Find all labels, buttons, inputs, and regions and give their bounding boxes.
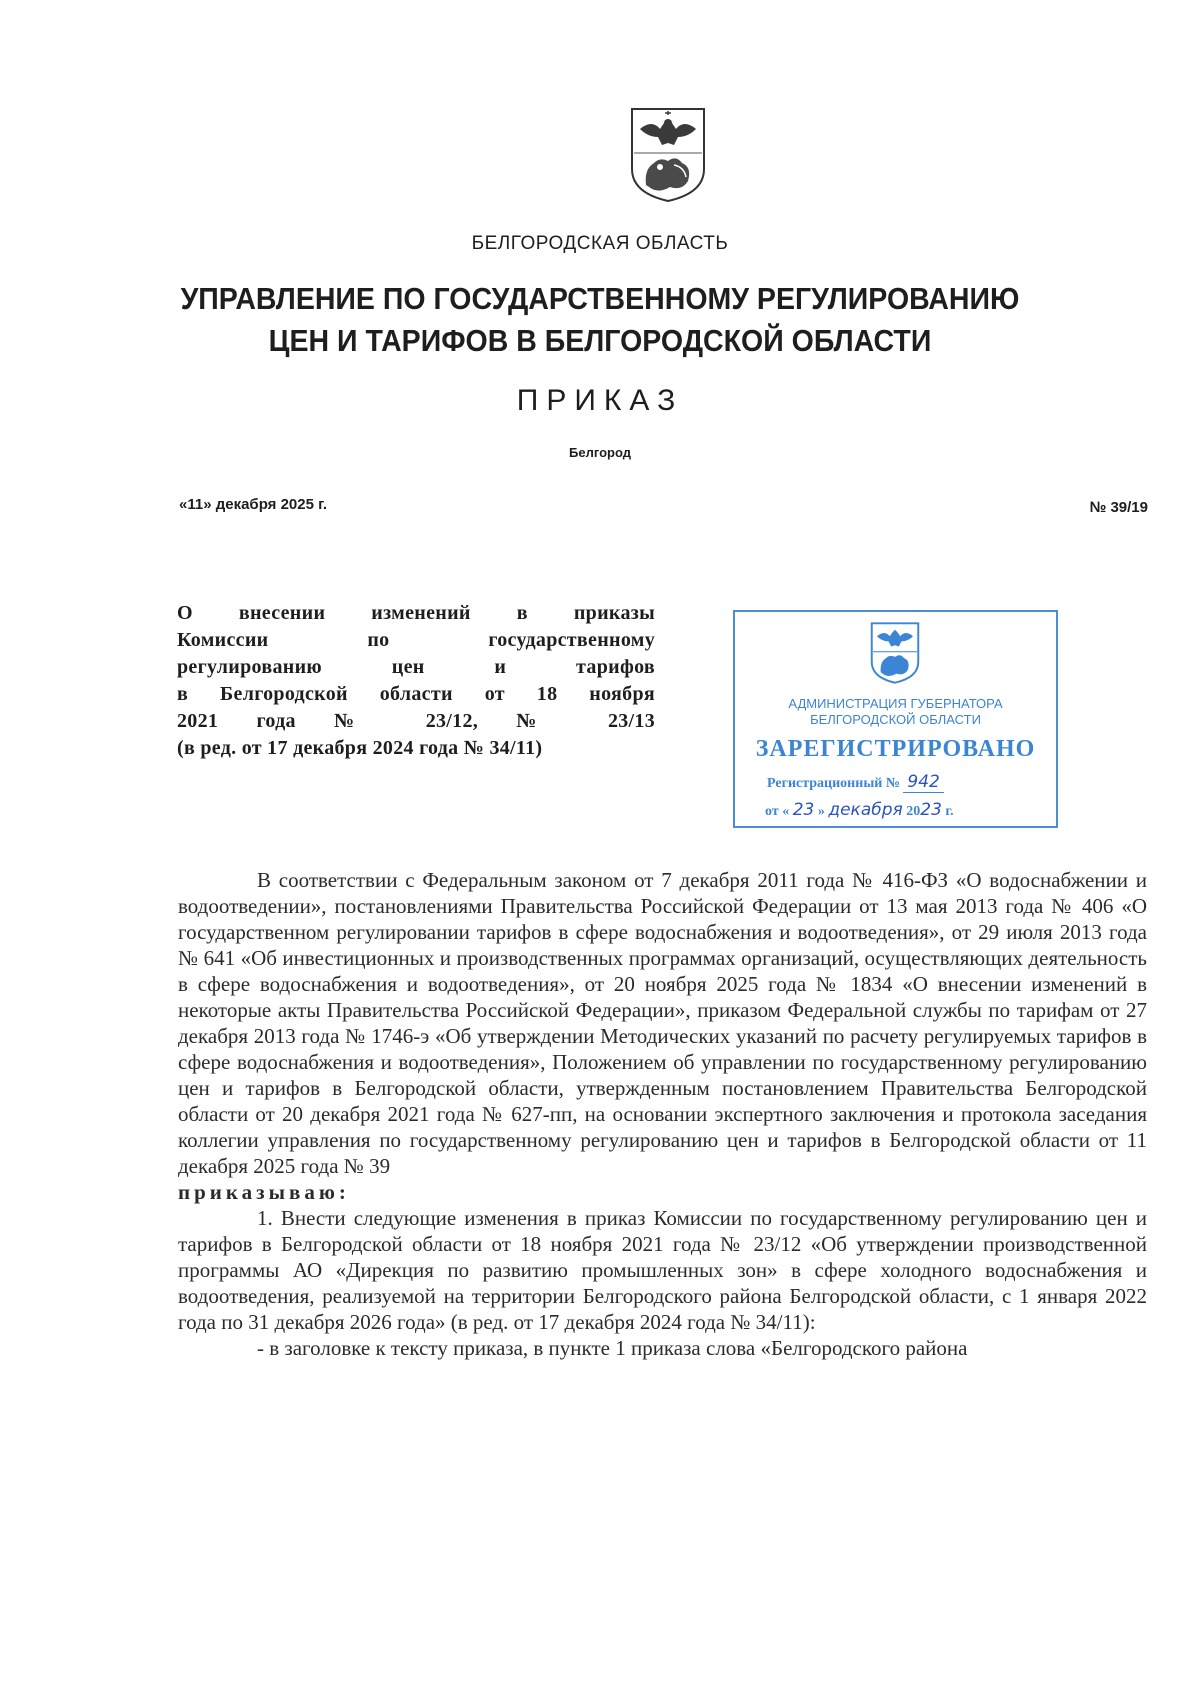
stamp-date: [765, 800, 954, 820]
stamp-status: ЗАРЕГИСТРИРОВАНО: [755, 736, 1036, 762]
agency-name-line2: ЦЕН И ТАРИФОВ В БЕЛГОРОДСКОЙ ОБЛАСТИ: [268, 323, 932, 358]
registration-stamp: [733, 610, 1058, 828]
stamp-org-line2: БЕЛГОРОДСКОЙ ОБЛАСТИ: [810, 712, 981, 727]
stamp-organization: [735, 696, 1056, 728]
subject-line: в Белгородской области от 18 ноября: [177, 683, 655, 705]
stamp-registration-number: [767, 772, 944, 792]
body-paragraph: В соответствии с Федеральным законом от 7 декабря 2011 года № 416-ФЗ «О водоснабжении и водоотведении», постановлениями Правительства Российской Федерации от 13 мая 2013 года № 406 «О государственном регулировании тарифов в сфере водоснабжения и водоотведения», от 29 июля 2013 года № 641 «Об инвестиционных и производственных программах организаций, осуществляющих деятельность в сфере водоснабжения и водоотведения», от 20 ноября 2025 года № 1834 «О внесении изменений в некоторые акты Правительства Российской Федерации», приказом Федеральной службы по тарифам от 27 декабря 2013 года № 1746-э «Об утверждении Методических указаний по расчету регулируемых тарифов в сфере водоснабжения и водоотведения», Положением об управлении по государственному регулированию цен и тарифов в Белгородской области, утвержденным постановлением Правительства Белгородской области от 20 декабря 2021 года № 627-пп, на основании экспертного заключения и протокола заседания коллегии управления по государственному регулированию цен и тарифов в Белгородской области от 11 декабря 2025 года № 39: [178, 868, 1147, 1178]
stamp-org-line1: АДМИНИСТРАЦИЯ ГУБЕРНАТОРА: [788, 696, 1003, 711]
agency-name: [48, 278, 1152, 362]
body-paragraph: - в заголовке к тексту приказа, в пункте 1 приказа слова «Белгородского района: [257, 1336, 968, 1360]
document-number: № 39/19: [1089, 499, 1148, 516]
stamp-date-year-handwritten: 23: [920, 800, 942, 820]
document-body: [178, 867, 1147, 1361]
subject-block: [177, 600, 655, 762]
subject-line: 2021 года № 23/12, № 23/13: [177, 710, 655, 732]
stamp-reg-label: Регистрационный №: [767, 776, 900, 791]
subject-line: (в ред. от 17 декабря 2024 года № 34/11): [177, 737, 543, 759]
agency-name-line1: УПРАВЛЕНИЕ ПО ГОСУДАРСТВЕННОМУ РЕГУЛИРОВАНИЮ: [180, 281, 1020, 316]
belgorod-coat-of-arms-icon: [630, 107, 706, 203]
stamp-date-day-handwritten: 23: [792, 800, 815, 820]
document-type: ПРИКАЗ: [516, 384, 684, 417]
subject-line: Комиссии по государственному: [177, 629, 655, 651]
stamp-coat-of-arms-icon: [870, 622, 920, 684]
stamp-date-suffix: г.: [945, 804, 954, 819]
stamp-reg-number-handwritten: 942: [903, 772, 943, 793]
document-date: «11» декабря 2025 г.: [179, 496, 328, 513]
body-paragraph: 1. Внести следующие изменения в приказ Комиссии по государственному регулированию цен и тарифов в Белгородской области от 18 ноября 2021 года № 23/12 «Об утверждении производственной программы АО «Дирекция по развитию промышленных зон» в сфере холодного водоснабжения и водоотведения, реализуемой на территории Белгородского района Белгородской области, с 1 января 2022 года по 31 декабря 2026 года» (в ред. от 17 декабря 2024 года № 34/11):: [178, 1206, 1147, 1334]
subject-line: регулированию цен и тарифов: [177, 656, 655, 678]
city-name: Белгород: [569, 445, 631, 460]
stamp-date-month-handwritten: декабря: [828, 800, 903, 820]
order-word: приказываю:: [178, 1180, 350, 1204]
stamp-date-year-prefix: 20: [906, 804, 921, 819]
subject-line: О внесении изменений в приказы: [177, 602, 655, 624]
region-name: БЕЛГОРОДСКАЯ ОБЛАСТЬ: [471, 233, 729, 254]
stamp-date-sep: »: [817, 804, 825, 819]
stamp-date-prefix: от «: [765, 804, 790, 819]
